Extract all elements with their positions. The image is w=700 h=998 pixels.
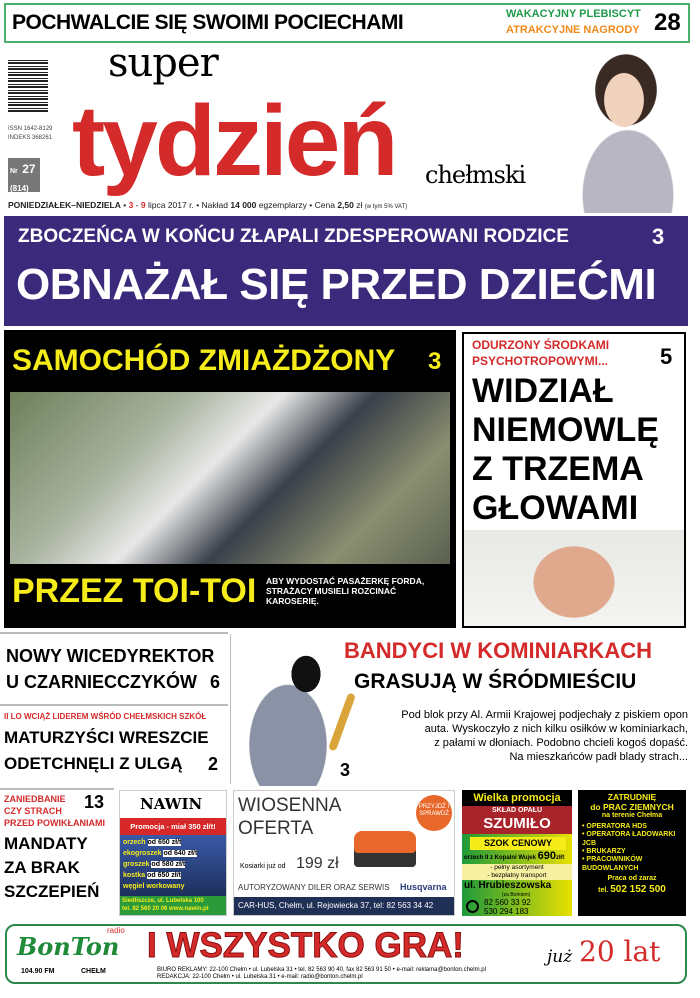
szumilo-name-box bbox=[462, 806, 572, 834]
footer-ad-bonton[interactable] bbox=[5, 924, 687, 984]
jobs-now: Praca od zaraz bbox=[607, 875, 657, 883]
baby-line: Z TRZEMA bbox=[472, 450, 644, 488]
baby-photo bbox=[464, 530, 684, 626]
lead-line: Pod blok przy Al. Armii Krajowej podjechały z piskiem opon bbox=[401, 709, 688, 721]
carhus-title-1: WIOSENNA bbox=[238, 795, 342, 816]
accident-caption-2: STRAŻACY MUSIELI ROZCINAĆ KAROSERIĘ. bbox=[266, 586, 397, 607]
address: Siedliszcze, ul. Lubelska 100 bbox=[122, 898, 204, 904]
item-name: kostka bbox=[123, 872, 146, 879]
girl-photo bbox=[562, 45, 690, 213]
bandits-lead bbox=[354, 708, 688, 764]
date-to: 9 bbox=[140, 200, 146, 210]
lead-page: 3 bbox=[652, 224, 665, 249]
matura-story[interactable] bbox=[0, 704, 228, 786]
baby-headline bbox=[472, 372, 659, 528]
bandits-story[interactable] bbox=[234, 632, 690, 786]
accident-headline: SAMOCHÓD ZMIAŻDŻONY bbox=[12, 344, 396, 377]
offer: orzech II z Kopalni Wujek bbox=[464, 855, 536, 861]
jobs-tel: 502 152 500 bbox=[610, 883, 666, 895]
baby-page: 5 bbox=[660, 344, 673, 369]
radio-label: radio bbox=[107, 926, 125, 935]
price-unit: zł bbox=[356, 200, 363, 210]
bandits-headline: BANDYCI W KOMINIARKACH bbox=[344, 638, 652, 663]
jobs-title-1: ZATRUDNIĘ bbox=[607, 792, 657, 802]
lead-line: z pałami w dłoniach. Podobno chcieli kogoś dopaść. bbox=[434, 737, 688, 749]
lead-line: auta. Wyskoczyło z nich kilku osiłków w kominiarkach, bbox=[424, 723, 688, 735]
item-extra: węgiel workowany bbox=[123, 883, 185, 890]
tel-label: tel. bbox=[598, 886, 609, 894]
vaccines-kicker: CZY STRACH bbox=[4, 806, 62, 816]
husqvarna-logo: Husqvarna bbox=[400, 882, 447, 892]
carhus-price-label: Kosiarki już od bbox=[240, 863, 286, 870]
item-price: od 650 zł/t bbox=[147, 839, 182, 846]
szumilo-top: Wielka promocja bbox=[462, 790, 572, 806]
tel: 530 294 183 bbox=[484, 907, 529, 916]
vaccines-page: 13 bbox=[84, 792, 105, 812]
nawin-contact bbox=[120, 896, 226, 915]
baby-line: GŁOWAMI bbox=[472, 489, 639, 527]
matura-line-1: MATURZYŚCI WRESZCIE bbox=[4, 728, 209, 747]
item-name: orzech bbox=[123, 839, 146, 846]
logo-tydzien: tydzień bbox=[72, 85, 396, 197]
bonton-logo: BonTon bbox=[17, 932, 120, 961]
vaccines-story[interactable] bbox=[0, 788, 114, 918]
footer-line-2: REDAKCJA: 22-100 Chełm • ul. Lubelska 31 • e-mail: radio@bonton.chelm.pl bbox=[157, 974, 363, 980]
month: lipca 2017 r. bbox=[147, 200, 194, 210]
nagrody-label: ATRAKCYJNE NAGRODY bbox=[506, 24, 640, 36]
tel: 82 560 33 92 bbox=[484, 898, 531, 907]
nawin-prices bbox=[120, 835, 226, 896]
item-price: od 580 zł/t bbox=[151, 861, 186, 868]
offer-price: 690 bbox=[537, 850, 556, 862]
item-name: ekogroszek bbox=[123, 850, 162, 857]
jobs-item: • OPERATORA HDS bbox=[582, 822, 647, 830]
item-price: od 650 zł/t bbox=[147, 872, 181, 879]
issue-number: 27 bbox=[22, 162, 36, 176]
matura-kicker: II LO WCIĄŻ LIDEREM WŚRÓD CHEŁMSKICH SZKÓŁ bbox=[4, 712, 207, 721]
vice-director-story[interactable] bbox=[0, 632, 228, 702]
logo-super: super bbox=[108, 40, 218, 86]
szumilo-street: ul. Hrubieszowska bbox=[464, 880, 552, 891]
page-number: 28 bbox=[654, 9, 681, 36]
szumilo-name: SZUMIŁO bbox=[483, 815, 551, 832]
lead-kicker: ZBOCZEŃCA W KOŃCU ZŁAPALI ZDESPEROWANI RODZICE bbox=[18, 226, 569, 247]
accident-story[interactable] bbox=[4, 330, 456, 628]
baby-line: NIEMOWLĘ bbox=[472, 411, 659, 449]
baby-story[interactable] bbox=[462, 332, 686, 628]
lead-headline: OBNAŻAŁ SIĘ PRZED DZIEĆMI bbox=[16, 260, 657, 309]
ad-nawin[interactable] bbox=[119, 790, 227, 916]
jobs-item: • PRACOWNIKÓW BUDOWLANYCH bbox=[582, 856, 643, 872]
years: 20 lat bbox=[579, 935, 661, 968]
indeks: INDEKS 368261 bbox=[8, 135, 53, 141]
bandits-subheadline: GRASUJĄ W ŚRÓDMIEŚCIU bbox=[354, 670, 637, 693]
barcode bbox=[8, 60, 48, 112]
accident-caption bbox=[266, 576, 450, 607]
carhus-dealer: AUTORYZOWANY DILER ORAZ SERWIS bbox=[238, 883, 390, 892]
baby-kicker-2: PSYCHOTROPOWYMI... bbox=[472, 354, 609, 368]
ad-jobs[interactable] bbox=[578, 790, 686, 916]
lead-line: Na mieszkańców padł blady strach... bbox=[509, 751, 688, 763]
slogan: I WSZYSTKO GRA! bbox=[147, 926, 464, 965]
footer-line-1: BIURO REKLAMY: 22-100 Chełm • ul. Lubelska 31 • tel. 82 563 90 40, fax 82 563 91 50 • e-mail: reklama@bonton.chelm.pl bbox=[157, 967, 486, 973]
price-label: Cena bbox=[314, 200, 335, 210]
lawnmower-icon bbox=[354, 831, 416, 867]
baby-line: WIDZIAŁ bbox=[472, 372, 614, 410]
vat: (w tym 5% VAT) bbox=[364, 204, 408, 210]
issn: ISSN 1642-8129 bbox=[8, 126, 53, 132]
price: 2,50 bbox=[337, 200, 354, 210]
nawin-logo: NAWIN bbox=[140, 795, 203, 813]
matura-page: 2 bbox=[208, 754, 219, 774]
szumilo-phones bbox=[484, 898, 531, 916]
accident-subheadline: PRZEZ TOI-TOI bbox=[12, 572, 257, 610]
naklad-unit: egzemplarzy bbox=[258, 200, 307, 210]
nawin-promo: Promocja - miał 350 zł/t! bbox=[120, 818, 226, 835]
plebiscyt-label: WAKACYJNY PLEBISCYT bbox=[506, 8, 641, 20]
column-divider bbox=[230, 634, 231, 784]
vaccines-line: SZCZEPIEŃ bbox=[4, 882, 100, 901]
www: www.nawin.pl bbox=[169, 906, 209, 912]
vice-line-1: NOWY WICEDYREKTOR bbox=[6, 646, 215, 666]
szumilo-offer bbox=[464, 850, 564, 865]
item-name: groszek bbox=[123, 861, 150, 868]
date-from: 3 bbox=[128, 200, 134, 210]
issue-total: (814) bbox=[10, 184, 29, 194]
jobs-item: • BRUKARZY bbox=[582, 847, 626, 855]
frequency: 104.90 FM bbox=[21, 968, 55, 975]
tel: tel. 82 560 20 06 bbox=[122, 906, 168, 912]
szumilo-features bbox=[462, 864, 572, 880]
accident-page: 3 bbox=[428, 348, 442, 375]
vaccines-kicker: ZANIEDBANIE bbox=[4, 794, 66, 804]
feature: - bezpłatny transport bbox=[487, 872, 547, 879]
naklad-label: Nakład bbox=[201, 200, 228, 210]
vaccines-line: ZA BRAK bbox=[4, 858, 80, 877]
feature: - pełny asortyment bbox=[490, 864, 544, 871]
top-banner-headline: POCHWALCIE SIĘ SWOIMI POCIECHAMI bbox=[12, 11, 404, 34]
juz: już bbox=[547, 947, 573, 967]
bandits-page: 3 bbox=[340, 760, 351, 780]
offer-unit: zł/t bbox=[555, 855, 565, 861]
days: PONIEDZIAŁEK–NIEDZIELA bbox=[8, 200, 121, 210]
jobs-area: na terenie Chełma bbox=[601, 812, 663, 820]
szumilo-shock: SZOK CENOWY bbox=[470, 837, 566, 850]
szumilo-sub: SKŁAD OPAŁU bbox=[491, 807, 543, 814]
vice-page: 6 bbox=[210, 672, 221, 692]
phone-icon bbox=[466, 900, 479, 913]
vaccines-line: MANDATY bbox=[4, 834, 88, 853]
vaccines-kicker: PRZED POWIKŁANIAMI bbox=[4, 818, 105, 828]
naklad: 14 000 bbox=[230, 200, 257, 210]
nr-label: Nr bbox=[10, 168, 18, 175]
city: CHEŁM bbox=[81, 968, 106, 975]
szumilo-near: (za Borkiem) bbox=[502, 892, 531, 898]
top-banner[interactable] bbox=[4, 3, 690, 43]
item-price: od 640 zł/t bbox=[163, 850, 198, 857]
logo-chelmski: chełmski bbox=[425, 161, 526, 189]
carhus-price: 199 zł bbox=[296, 855, 339, 872]
baby-kicker-1: ODURZONY ŚRODKAMI bbox=[472, 338, 610, 352]
carhus-badge: PRZYJDŹ I SPRAWDŹ bbox=[416, 795, 452, 831]
jobs-title-2: do PRAC ZIEMNYCH bbox=[590, 802, 674, 813]
ad-szumilo[interactable] bbox=[462, 790, 572, 916]
dateline: PONIEDZIAŁEK–NIEDZIELA • 3 - 9 lipca 2017 r. • Nakład 14 000 egzemplarzy • Cena 2,50 zł (w tym 5% VAT) bbox=[8, 200, 408, 210]
carhus-title-2: OFERTA bbox=[238, 818, 314, 839]
accident-photo bbox=[10, 392, 450, 564]
vice-line-2: U CZARNIECCZYKÓW bbox=[6, 672, 197, 692]
accident-caption-1: ABY WYDOSTAĆ PASAŻERKĘ FORDA, bbox=[266, 576, 425, 586]
carhus-footer: CAR-HUS, Chełm, ul. Rejowiecka 37, tel: 82 563 34 42 bbox=[234, 897, 454, 915]
matura-line-2: ODETCHNĘLI Z ULGĄ bbox=[4, 754, 183, 773]
bandit-photo bbox=[238, 650, 338, 786]
ad-carhus[interactable] bbox=[233, 790, 455, 916]
lead-story[interactable] bbox=[4, 216, 688, 326]
issue-number-box bbox=[8, 158, 40, 192]
jobs-item: • OPERATORA ŁADOWARKI JCB bbox=[582, 831, 676, 847]
